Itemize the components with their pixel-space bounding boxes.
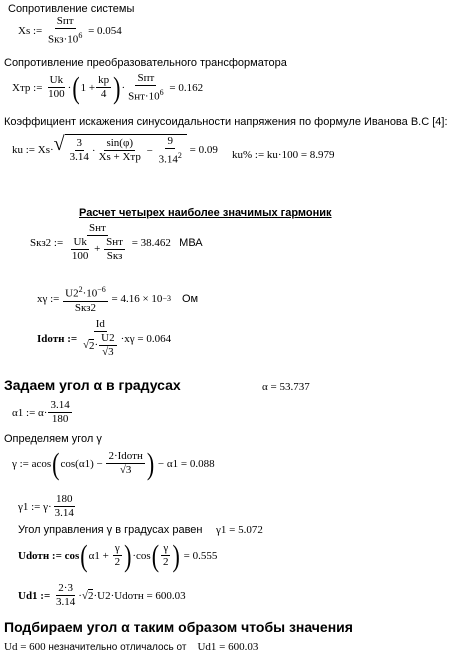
id-fraction: Id √ 2 · $\frac{U2}{√3}$ bbox=[82, 318, 115, 358]
formula-idotn: Idотн := Id √ 2 · $\frac{U2}{√3}$ ·xγ = 0.064 bbox=[37, 318, 172, 358]
skz2-fraction: Sнт $\frac{Uk}{100}$ + $\frac{\text{Sнт}}{\text{Sкз}}$ bbox=[71, 222, 123, 262]
formula-xgamma: xγ := $\frac{U2^2\cdot 10^{-6}}{\text{Sкз2}}$ = 4.16 × 10 −3 Ом bbox=[37, 285, 199, 314]
ud-value: Ud = 600 bbox=[4, 641, 46, 653]
skz2-result: = 38.462 bbox=[131, 236, 171, 249]
formula-ku bbox=[12, 134, 218, 167]
ku-lhs: ku := Xs· bbox=[12, 144, 54, 157]
xtr-frac-3: $\frac{\text{Sпт}}{Sнт\cdot 10^6}$ bbox=[128, 72, 164, 103]
xg-fraction: $\frac{U2^2\cdot 10^{-6}}{\text{Sкз2}}$ bbox=[65, 285, 106, 314]
formula-ku-percent: ku% := ku·100 = 8.979 bbox=[232, 149, 335, 161]
xtr-mid: 1 + bbox=[80, 81, 96, 94]
formula-skz2 bbox=[30, 222, 203, 263]
ud1-value: Ud1 = 600.03 bbox=[197, 641, 259, 653]
xs-denominator: $Sкз\cdot 10^6$ bbox=[47, 31, 83, 46]
a1-lhs: α1 := α· bbox=[12, 406, 48, 419]
ud1-lhs: Ud1 := bbox=[18, 589, 51, 602]
xg-lhs: xγ := bbox=[37, 292, 60, 305]
label-gamma-degrees: Угол управления γ в градусах равен bbox=[18, 524, 203, 536]
heading-harmonics: Расчет четырех наиболее значимых гармоник bbox=[79, 207, 332, 219]
ku-sqrt: √ $\frac{3}{3.14}$ · $\frac{\sin(\varphi)}{\text{Xs + Xтр}}$ − $\frac{9}{3.14^2}$ bbox=[54, 134, 187, 167]
label-distortion-coef: Коэффициент искажения синусоидальности напряжения по формуле Иванова В.С [4]: bbox=[4, 116, 448, 128]
label-gamma: Определяем угол γ bbox=[4, 433, 102, 445]
formula-alpha1: α1 := α· $\frac{3.14}{180}$ bbox=[12, 399, 70, 425]
value-alpha: α = 53.737 bbox=[262, 381, 310, 393]
g1-lhs: γ1 := γ· bbox=[18, 500, 52, 513]
xs-fraction bbox=[46, 15, 84, 47]
id-result: = 0.064 bbox=[137, 332, 172, 345]
xs-numerator: Sпт bbox=[56, 15, 74, 27]
formula-udotn: Udотн := cos ( α1 + $\frac{\gamma}{2}$ ) ·cos ( $\frac{\gamma}{2}$ ) = 0.555 bbox=[18, 537, 218, 573]
ku-result: = 0.09 bbox=[189, 144, 218, 157]
g-lhs: γ := acos bbox=[12, 457, 52, 470]
ud-lhs: Udотн := cos bbox=[18, 549, 80, 562]
xs-result: = 0.054 bbox=[88, 24, 122, 37]
formula-gamma: γ := acos ( cos(α1) − $\frac{\text{2·Idотн}}{√3}$ ) − α1 = 0.088 bbox=[12, 445, 215, 481]
value-gamma1: γ1 = 5.072 bbox=[216, 524, 263, 536]
skz2-lhs: Sкз2 := bbox=[30, 236, 64, 249]
g-result: − α1 = 0.088 bbox=[157, 457, 215, 470]
xtr-lhs: Xтр := bbox=[12, 81, 43, 94]
xtr-frac-2: $\frac{kp}{4}$ bbox=[98, 74, 110, 101]
formula-xtr: Xтр := $\frac{Uk}{100}$ · ( 1 + $\frac{kp}{4}$ ) · $\frac{\text{Sпт}}{Sнт\cdot 10^6}$ = 0.162 bbox=[12, 69, 204, 105]
xg-unit: Ом bbox=[181, 292, 199, 305]
xs-lhs: Xs := bbox=[18, 24, 43, 37]
ud-result: = 0.555 bbox=[183, 549, 218, 562]
id-lhs: Idотн := bbox=[37, 332, 78, 345]
heading-angle-alpha: Задаем угол α в градусах bbox=[4, 377, 181, 393]
skz2-unit: МВА bbox=[179, 236, 203, 249]
xtr-result: = 0.162 bbox=[169, 81, 204, 94]
heading-select-alpha: Подбираем угол α таким образом чтобы значения bbox=[4, 619, 353, 635]
xtr-frac-1: $\frac{Uk}{100}$ bbox=[48, 74, 65, 101]
comparison-line bbox=[4, 641, 258, 653]
xg-result: = 4.16 × 10 bbox=[111, 292, 163, 305]
formula-xs bbox=[18, 15, 122, 47]
formula-ud1: Ud1 := $\frac{2\cdot 3}{3.14}$ · √ 2 ·U2·Udотн = 600.03 bbox=[18, 582, 186, 608]
label-insignificant: незначительно отличалось от bbox=[48, 642, 187, 653]
ud1-result: ·U2·Udотн = 600.03 bbox=[93, 589, 186, 602]
label-system-resistance: Сопротивление системы bbox=[8, 3, 135, 15]
label-transformer-resistance: Сопротивление преобразовательного трансформатора bbox=[4, 57, 287, 69]
formula-gamma1: γ1 := γ· $\frac{180}{3.14}$ bbox=[18, 493, 74, 519]
